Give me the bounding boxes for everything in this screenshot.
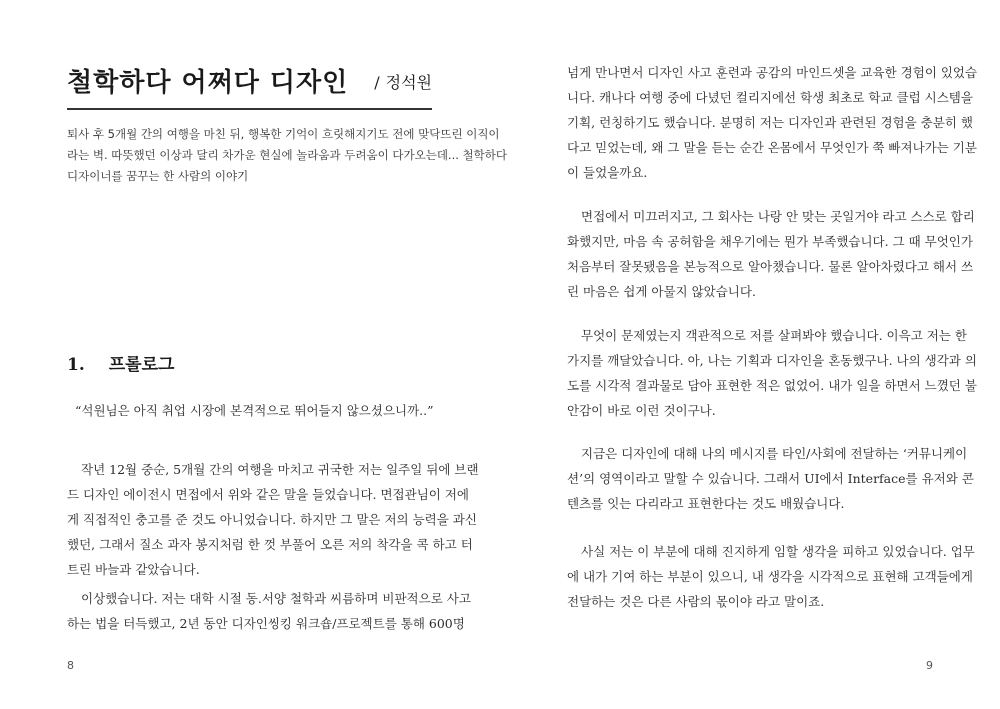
body-line: 트린 바늘과 같았습니다. [67, 562, 200, 577]
section-title: 프롤로그 [108, 355, 175, 375]
body-line: 전달하는 것은 다른 사람의 몫이야 라고 말이죠. [567, 594, 825, 609]
body-line: 게 직접적인 충고를 준 것도 아니었습니다. 하지만 그 말은 저의 능력을 과신 [67, 512, 477, 527]
body-line: 작년 12월 중순, 5개월 간의 여행을 마치고 귀국한 저는 일주일 뒤에 브랜 [81, 462, 479, 477]
summary-paragraph [67, 124, 507, 187]
body-line: 사실 저는 이 부분에 대해 진지하게 임할 생각을 피하고 있었습니다. 업무 [581, 544, 975, 559]
body-paragraph [567, 441, 974, 516]
body-line: 안감이 바로 이런 것이구나. [567, 403, 716, 418]
body-line: 화했지만, 마음 속 공허함을 채우기에는 뭔가 부족했습니다. 그 때 무엇인가 [567, 234, 973, 249]
body-line: 도를 시각적 결과물로 담아 표현한 적은 없었어. 내가 일을 하면서 느꼈던 불 [567, 378, 977, 393]
page-number: 9 [926, 659, 933, 672]
summary-line: 라는 벽. 따뜻했던 이상과 달리 차가운 현실에 놀라움과 두려움이 다가오는데... 철학하다 [67, 148, 507, 162]
body-line: 이상했습니다. 저는 대학 시절 동.서양 철학과 씨름하며 비판적으로 사고 [81, 591, 471, 606]
author-slash: / [374, 73, 380, 92]
body-line: 무엇이 문제였는지 객관적으로 저를 살펴봐야 했습니다. 이윽고 저는 한 [581, 328, 967, 343]
page-number: 8 [67, 659, 74, 672]
section-number: 1. [67, 355, 85, 375]
body-line: 에 내가 기여 하는 부분이 있으니, 내 생각을 시각적으로 표현해 고객들에게 [567, 569, 973, 584]
body-paragraph [67, 586, 471, 636]
body-line: 니다. 캐나다 여행 중에 다녔던 컬리지에선 학생 최초로 학교 클럽 시스템을 [567, 90, 973, 105]
body-line: 이 들었을까요. [567, 165, 648, 180]
body-line: 가지를 깨달았습니다. 아, 나는 기획과 디자인을 혼동했구나. 나의 생각과 의 [567, 353, 977, 368]
body-paragraph [67, 457, 479, 582]
body-line: 지금은 디자인에 대해 나의 메시지를 타인/사회에 전달하는 ‘커뮤니케이 [581, 446, 968, 461]
body-paragraph [567, 323, 977, 423]
body-line: 기획, 런칭하기도 했습니다. 분명히 저는 디자인과 관련된 경험을 충분히 했 [567, 115, 973, 130]
section-heading [67, 350, 174, 375]
body-paragraph [567, 60, 978, 185]
body-line: 하는 법을 터득했고, 2년 동안 디자인씽킹 워크숍/프로젝트를 통해 600명 [67, 616, 465, 631]
opening-quote [67, 398, 443, 423]
body-line: 텐츠를 잇는 다리라고 표현한다는 것도 배웠습니다. [567, 496, 845, 511]
body-line: 했던, 그래서 질소 과자 봉지처럼 한 껏 부풀어 오른 저의 착각을 콕 하고 터 [67, 537, 473, 552]
right-page [500, 0, 1000, 709]
author-byline [374, 70, 432, 93]
summary-line: 디자이너를 꿈꾸는 한 사람의 이야기 [67, 169, 249, 183]
body-line: 다고 믿었는데, 왜 그 말을 듣는 순간 온몸에서 무엇인가 쭉 빠져나가는 기분 [567, 140, 977, 155]
summary-line: 퇴사 후 5개월 간의 여행을 마친 뒤, 행복한 기억이 흐릿해지기도 전에 맞닥뜨린 이직이 [67, 127, 500, 141]
body-line: 넘게 만나면서 디자인 사고 훈련과 공감의 마인드셋을 교육한 경험이 있었습 [567, 65, 978, 80]
author-name: 정석원 [385, 73, 432, 92]
body-line: 면접에서 미끄러지고, 그 회사는 나랑 안 맞는 곳일거야 라고 스스로 합리 [581, 209, 975, 224]
body-paragraph [567, 539, 975, 614]
body-line: 드 디자인 에이전시 면접에서 위와 같은 말을 들었습니다. 면접관님이 저에 [67, 487, 469, 502]
body-line: 린 마음은 쉽게 아물지 않았습니다. [567, 284, 756, 299]
body-line: 션’의 영역이라고 말할 수 있습니다. 그래서 UI에서 Interface를 유저와 콘 [567, 471, 974, 486]
quote-line: “석원님은 아직 취업 시장에 본격적으로 뛰어들지 않으셨으니까..” [75, 403, 434, 418]
body-paragraph [567, 204, 975, 304]
article-title: 철학하다 어쩌다 디자인 [67, 68, 349, 98]
title-rule [67, 108, 432, 110]
body-line: 처음부터 잘못됐음을 본능적으로 알아챘습니다. 물론 알아차렸다고 해서 쓰 [567, 259, 974, 274]
